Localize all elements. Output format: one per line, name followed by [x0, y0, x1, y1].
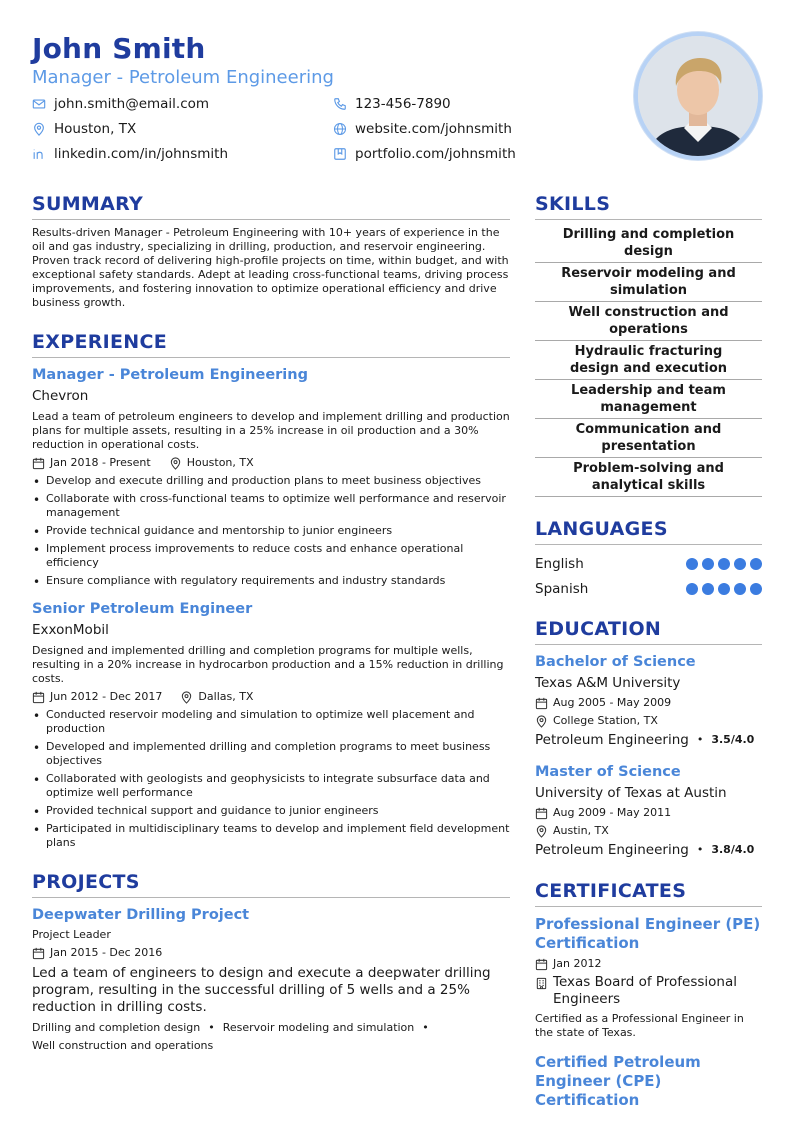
- projects-section: [32, 870, 510, 1055]
- skill-item: Reservoir modeling and simulation: [535, 263, 762, 302]
- summary-heading: SUMMARY: [32, 192, 510, 220]
- calendar-icon: [32, 947, 45, 960]
- job-location: Dallas, TX: [198, 690, 254, 703]
- proficiency-dot: [718, 558, 730, 570]
- education-location-row: [535, 714, 762, 728]
- experience-section: [32, 330, 510, 850]
- skill-item: Problem-solving and analytical skills: [535, 458, 762, 497]
- language-name: Spanish: [535, 580, 589, 597]
- certificate-entry: [535, 1053, 762, 1110]
- skill-item: Communication and presentation: [535, 419, 762, 458]
- list-item: • Develop and execute drilling and production plans to meet business objectives: [32, 474, 510, 488]
- calendar-icon: [32, 457, 45, 470]
- education-location-row: [535, 824, 762, 838]
- person-portrait-icon: [638, 36, 758, 156]
- education-field: Petroleum Engineering: [535, 732, 689, 748]
- education-field-row: Petroleum Engineering • 3.8/4.0: [535, 842, 755, 858]
- proficiency-dot: [718, 583, 730, 595]
- education-section: [535, 617, 762, 859]
- education-entry: [535, 763, 762, 859]
- list-item: • Collaborate with cross-functional teams to optimize well performance and reservoir management: [32, 492, 510, 520]
- proficiency-dot: [702, 583, 714, 595]
- map-pin-icon: [535, 715, 548, 728]
- linkedin-text: linkedin.com/in/johnsmith: [54, 146, 229, 162]
- education-dates: Aug 2009 - May 2011: [553, 806, 672, 819]
- language-name: English: [535, 555, 584, 572]
- languages-heading: LANGUAGES: [535, 517, 762, 545]
- job-company: Chevron: [32, 388, 89, 404]
- skill-item: Drilling and completion design: [535, 224, 762, 263]
- certificate-date: Jan 2012: [553, 957, 602, 970]
- profile-photo: [634, 32, 762, 160]
- job-company: ExxonMobil: [32, 622, 109, 638]
- project-entry: [32, 906, 510, 1055]
- portfolio-text: portfolio.com/johnsmith: [355, 146, 516, 162]
- certificate-issuer-row: [535, 974, 762, 1008]
- contact-phone[interactable]: [333, 94, 451, 114]
- proficiency-dot: [750, 583, 762, 595]
- list-item: • Implement process improvements to reduce costs and enhance operational efficiency: [32, 542, 510, 570]
- certificate-description: Certified as a Professional Engineer in the state of Texas.: [535, 1012, 744, 1039]
- education-location: College Station, TX: [553, 714, 658, 727]
- contact-list: [32, 94, 592, 170]
- language-row: [535, 576, 762, 601]
- certificate-title: Certified Petroleum Engineer (CPE) Certification: [535, 1053, 701, 1109]
- contact-portfolio[interactable]: [333, 144, 516, 164]
- proficiency-dot: [750, 558, 762, 570]
- certificates-heading: CERTIFICATES: [535, 879, 762, 907]
- language-row: [535, 551, 762, 576]
- email-text: john.smith@email.com: [54, 96, 210, 112]
- project-tag: Well construction and operations: [32, 1039, 214, 1052]
- project-dates: Jan 2015 - Dec 2016: [50, 946, 163, 959]
- skills-section: [535, 192, 762, 497]
- skill-item: Well construction and operations: [535, 302, 762, 341]
- skill-item: Hydraulic fracturing design and execution: [535, 341, 762, 380]
- school-name: University of Texas at Austin: [535, 785, 727, 801]
- phone-text: 123-456-7890: [355, 96, 451, 112]
- project-tag: Reservoir modeling and simulation: [222, 1021, 415, 1034]
- languages-section: [535, 517, 762, 601]
- map-pin-icon: [180, 691, 193, 704]
- education-entry: [535, 653, 762, 749]
- map-pin-icon: [169, 457, 182, 470]
- list-item: • Conducted reservoir modeling and simulation to optimize well placement and production: [32, 708, 510, 736]
- language-level: [686, 583, 762, 595]
- resume-header: [32, 32, 592, 170]
- job-dates: Jun 2012 - Dec 2017: [50, 690, 163, 703]
- summary-section: [32, 192, 510, 310]
- job-title: Manager - Petroleum Engineering: [32, 367, 308, 383]
- job-entry: [32, 366, 510, 588]
- summary-text: Results-driven Manager - Petroleum Engineering with 10+ years of experience in the oil and gas industry, specializing in drilling, production, and reservoir engineering. Proven track record of delivering high-profile projects on time, within budget, and with exceptional safety standards. Adept at leading cross-functional teams, driving process improvements, and fostering innovation to optimize operational efficiency and drive business growth.: [32, 226, 509, 309]
- education-dates: Aug 2005 - May 2009: [553, 696, 672, 709]
- degree-title: Bachelor of Science: [535, 654, 696, 670]
- proficiency-dot: [734, 558, 746, 570]
- job-meta: [32, 456, 510, 470]
- location-text: Houston, TX: [54, 121, 137, 137]
- right-column: [535, 192, 762, 1110]
- proficiency-dot: [702, 558, 714, 570]
- job-location: Houston, TX: [186, 456, 254, 469]
- list-item: • Ensure compliance with regulatory requirements and industry standards: [32, 574, 510, 588]
- school-name: Texas A&M University: [535, 675, 681, 691]
- job-bullets: [32, 474, 510, 588]
- job-entry: [32, 600, 510, 850]
- candidate-name: John Smith: [32, 32, 206, 65]
- certificate-entry: [535, 915, 762, 1040]
- job-description: Lead a team of petroleum engineers to develop and implement drilling and production plans for multiple assets, resulting in a 25% increase in oil production and a 30% reduction in operational costs.: [32, 410, 510, 451]
- list-item: • Participated in multidisciplinary teams to develop and implement field development plans: [32, 822, 510, 850]
- project-tag: Drilling and completion design: [32, 1021, 201, 1034]
- proficiency-dot: [686, 583, 698, 595]
- certificate-title: Professional Engineer (PE) Certification: [535, 915, 761, 952]
- map-pin-icon: [32, 122, 46, 136]
- map-pin-icon: [535, 825, 548, 838]
- education-field: Petroleum Engineering: [535, 842, 689, 858]
- experience-heading: EXPERIENCE: [32, 330, 510, 358]
- linkedin-icon: [32, 147, 46, 161]
- list-item: • Developed and implemented drilling and completion programs to meet business objectives: [32, 740, 510, 768]
- job-bullets: [32, 708, 510, 850]
- contact-linkedin[interactable]: [32, 144, 228, 164]
- project-description: Led a team of engineers to design and execute a deepwater drilling program, resulting in the successful drilling of 5 wells and a 25% reduction in drilling costs.: [32, 965, 491, 1015]
- calendar-icon: [32, 691, 45, 704]
- job-description: Designed and implemented drilling and completion programs for multiple wells, resulting in a 20% increase in hydrocarbon production and a 15% reduction in drilling costs.: [32, 644, 504, 685]
- website-text: website.com/johnsmith: [355, 121, 512, 137]
- proficiency-dot: [686, 558, 698, 570]
- certificate-issuer: Texas Board of Professional Engineers: [553, 974, 738, 1007]
- certificate-date-row: [535, 957, 762, 971]
- left-column: [32, 192, 510, 1055]
- skills-heading: SKILLS: [535, 192, 762, 220]
- globe-icon: [333, 122, 347, 136]
- projects-heading: PROJECTS: [32, 870, 510, 898]
- phone-icon: [333, 97, 347, 111]
- education-dates-row: [535, 806, 762, 820]
- contact-location: [32, 119, 136, 139]
- portfolio-icon: [333, 147, 347, 161]
- calendar-icon: [535, 807, 548, 820]
- job-dates: Jan 2018 - Present: [50, 456, 151, 469]
- certificates-section: [535, 879, 762, 1110]
- contact-email[interactable]: [32, 94, 209, 114]
- proficiency-dot: [734, 583, 746, 595]
- education-dates-row: [535, 696, 762, 710]
- calendar-icon: [535, 697, 548, 710]
- degree-title: Master of Science: [535, 764, 681, 780]
- education-field-row: Petroleum Engineering • 3.5/4.0: [535, 732, 755, 748]
- project-meta: [32, 946, 510, 960]
- education-location: Austin, TX: [553, 824, 609, 837]
- list-item: • Provide technical guidance and mentorship to junior engineers: [32, 524, 510, 538]
- education-gpa: 3.5/4.0: [711, 733, 755, 746]
- mail-icon: [32, 97, 46, 111]
- contact-website[interactable]: [333, 119, 512, 139]
- calendar-icon: [535, 958, 548, 971]
- job-meta: [32, 690, 510, 704]
- building-icon: [535, 977, 548, 990]
- project-role: Project Leader: [32, 928, 111, 941]
- education-gpa: 3.8/4.0: [711, 843, 755, 856]
- project-title: Deepwater Drilling Project: [32, 907, 250, 923]
- education-heading: EDUCATION: [535, 617, 762, 645]
- language-level: [686, 558, 762, 570]
- project-tags: Drilling and completion design • Reservoir modeling and simulation • Well construction and operations: [32, 1021, 429, 1052]
- skill-item: Leadership and team management: [535, 380, 762, 419]
- job-title: Senior Petroleum Engineer: [32, 601, 253, 617]
- list-item: • Collaborated with geologists and geophysicists to integrate subsurface data and optimize well performance: [32, 772, 510, 800]
- list-item: • Provided technical support and guidance to junior engineers: [32, 804, 510, 818]
- candidate-role: Manager - Petroleum Engineering: [32, 67, 334, 88]
